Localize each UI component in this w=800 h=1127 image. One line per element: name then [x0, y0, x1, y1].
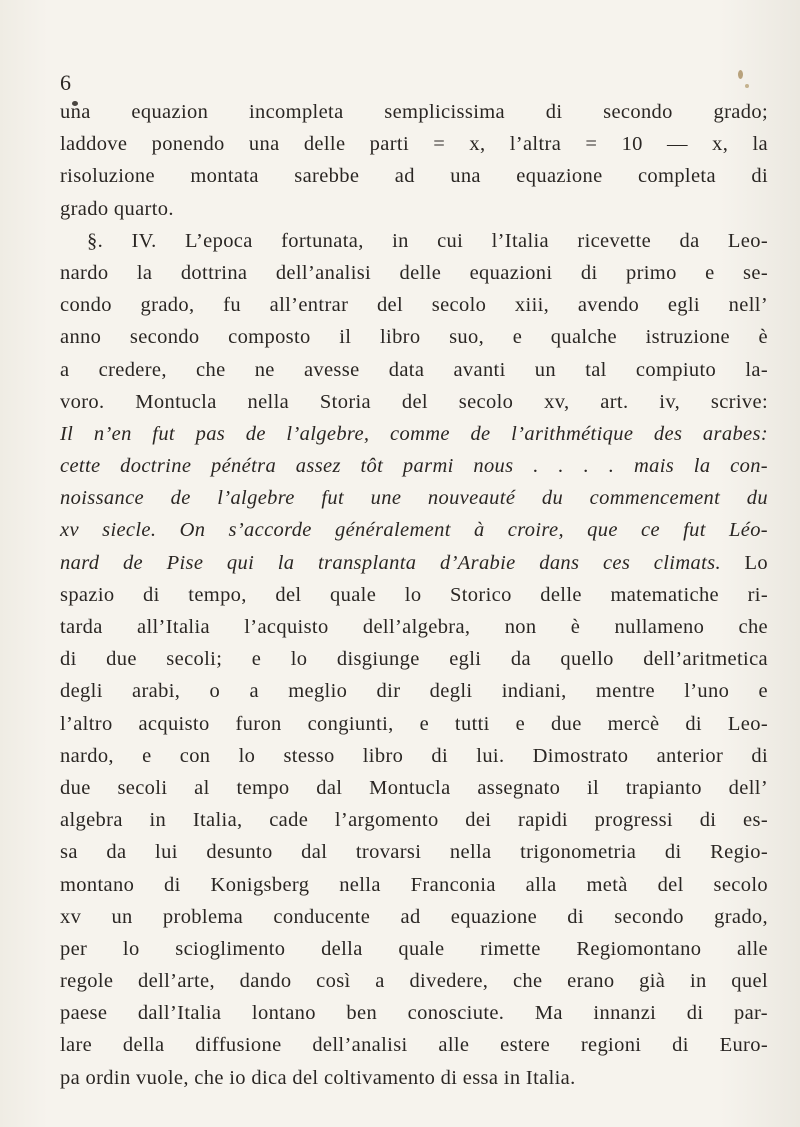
- text-line: nardo, e con lo stesso libro di lui. Dimostrato anterior di: [60, 744, 768, 767]
- text-line: nardo la dottrina dell’analisi delle equazioni di primo e se-: [60, 261, 768, 284]
- text-line: a credere, che ne avesse data avanti un tal compiuto la-: [60, 358, 768, 381]
- text-line: per lo scioglimento della quale rimette Regiomontano alle: [60, 937, 768, 960]
- text-line: algebra in Italia, cade l’argomento dei rapidi progressi di es-: [60, 809, 768, 832]
- ink-blot: [738, 70, 743, 79]
- text-line: degli arabi, o a meglio dir degli indiani, mentre l’uno e: [60, 680, 768, 703]
- text-line: paese dall’Italia lontano ben conosciute. Ma innanzi di par-: [60, 1002, 768, 1025]
- text-line: laddove ponendo una delle parti = x, l’altra = 10 — x, la: [60, 133, 768, 156]
- text-line: pa ordin vuole, che io dica del coltivamento di essa in Italia.: [60, 1066, 576, 1089]
- text-line: [60, 547, 768, 579]
- text-line: tarda all’Italia l’acquisto dell’algebra, non è nullameno che: [60, 616, 768, 638]
- text-line: montano di Konigsberg nella Franconia alla metà del secolo: [60, 873, 768, 896]
- text-line: grado quarto.: [60, 197, 174, 220]
- text-line: §. IV. L’epoca fortunata, in cui l’Italia ricevette da Leo-: [87, 229, 768, 252]
- text-line: cette doctrine pénétra assez tôt parmi nous . . . . mais la con-: [60, 455, 768, 478]
- text-line: regole dell’arte, dando così a divedere, che erano già in quel: [60, 970, 768, 993]
- body-text: [60, 96, 768, 1094]
- text-line: spazio di tempo, del quale lo Storico delle matematiche ri-: [60, 583, 768, 606]
- ink-blot: [745, 84, 749, 88]
- text-line: una equazion incompleta semplicissima di secondo grado;: [60, 101, 768, 123]
- text-line: noissance de l’algebre fut une nouveauté du commencement du: [60, 487, 768, 510]
- roman-text: Lo: [720, 551, 768, 574]
- text-line: voro. Montucla nella Storia del secolo xv, art. iv, scrive:: [60, 390, 768, 413]
- text-line: sa da lui desunto dal trovarsi nella trigonometria di Regio-: [60, 841, 768, 864]
- text-line: risoluzione montata sarebbe ad una equazione completa di: [60, 165, 768, 188]
- page-number: 6: [60, 70, 72, 95]
- text-line: xv siecle. On s’accorde généralement à croire, que ce fut Léo-: [60, 519, 768, 542]
- text-line: l’altro acquisto furon congiunti, e tutti e due mercè di Leo-: [60, 712, 768, 735]
- text-line: lare della diffusione dell’analisi alle estere regioni di Euro-: [60, 1034, 768, 1057]
- text-line: condo grado, fu all’entrar del secolo xiii, avendo egli nell’: [60, 294, 768, 317]
- text-line: xv un problema conducente ad equazione di secondo grado,: [60, 905, 768, 928]
- text-line: di due secoli; e lo disgiunge egli da quello dell’aritmetica: [60, 648, 768, 671]
- text-line: due secoli al tempo dal Montucla assegnato il trapianto dell’: [60, 776, 768, 799]
- italic-quote: nard de Pise qui la transplanta d’Arabie dans ces climats.: [60, 551, 721, 574]
- text-line: Il n’en fut pas de l’algebre, comme de l’arithmétique des arabes:: [60, 422, 768, 445]
- text-line: anno secondo composto il libro suo, e qualche istruzione è: [60, 326, 768, 349]
